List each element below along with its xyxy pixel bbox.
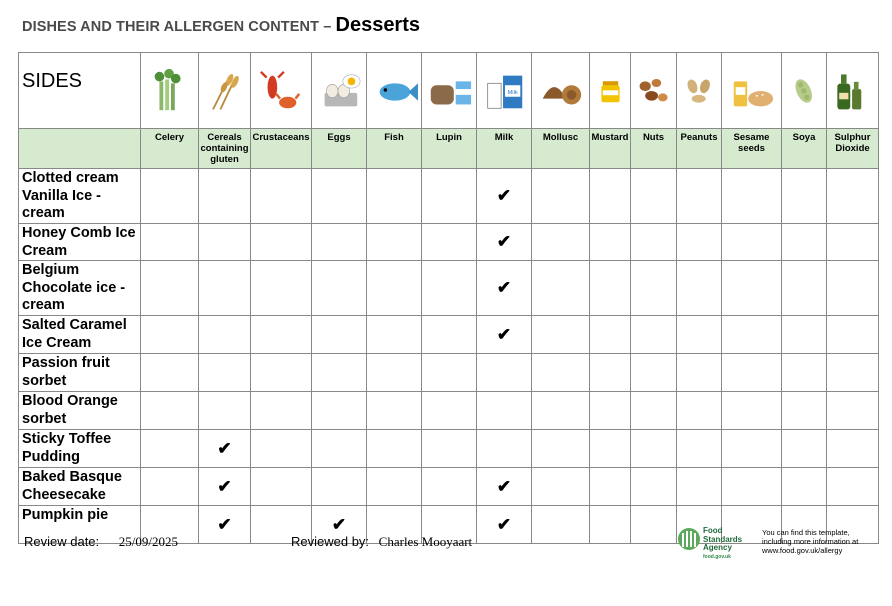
dish-name: Honey Comb Ice Cream bbox=[19, 224, 141, 261]
check-mark-icon: ✔ bbox=[217, 438, 232, 458]
info-line-2: including more information at bbox=[762, 537, 859, 546]
allergen-cell bbox=[199, 354, 251, 392]
dish-name: Salted Caramel Ice Cream bbox=[19, 316, 141, 354]
allergen-cell bbox=[422, 468, 477, 506]
corner-label: SIDES bbox=[19, 53, 141, 129]
allergen-icon-cell-mustard bbox=[590, 53, 631, 129]
allergen-cell bbox=[422, 224, 477, 261]
mustard-icon bbox=[593, 67, 628, 115]
allergen-cell bbox=[532, 169, 590, 224]
allergen-cell bbox=[827, 224, 879, 261]
allergen-cell bbox=[251, 468, 312, 506]
allergen-cell bbox=[677, 316, 722, 354]
allergen-icon-cell-celery bbox=[141, 53, 199, 129]
allergen-cell bbox=[367, 316, 422, 354]
logo-line-3: Agency bbox=[703, 543, 732, 552]
allergen-cell bbox=[312, 316, 367, 354]
allergen-icon-cell-mollusc bbox=[532, 53, 590, 129]
allergen-cell bbox=[631, 316, 677, 354]
table-row bbox=[19, 224, 879, 261]
allergen-cell bbox=[477, 506, 532, 544]
logo-line-2: Standards bbox=[703, 534, 743, 544]
title-prefix: DISHES AND THEIR ALLERGEN CONTENT – bbox=[22, 19, 336, 35]
allergen-cell bbox=[199, 224, 251, 261]
allergen-icon-cell-lupin bbox=[422, 53, 477, 129]
label-row-spacer bbox=[19, 129, 141, 169]
allergen-cell bbox=[631, 169, 677, 224]
allergen-cell bbox=[782, 430, 827, 468]
allergen-cell bbox=[631, 506, 677, 544]
milk-icon bbox=[480, 67, 528, 115]
allergen-cell bbox=[782, 392, 827, 430]
allergen-cell bbox=[312, 261, 367, 316]
allergen-cell bbox=[477, 261, 532, 316]
crustacean-icon bbox=[257, 67, 305, 115]
allergen-cell bbox=[477, 316, 532, 354]
allergen-cell bbox=[422, 430, 477, 468]
nuts-icon bbox=[634, 67, 674, 115]
allergen-cell bbox=[312, 169, 367, 224]
allergen-icon-cell-cereals-containing-gluten bbox=[199, 53, 251, 129]
table-row bbox=[19, 468, 879, 506]
celery-icon bbox=[146, 67, 194, 115]
allergen-cell bbox=[590, 316, 631, 354]
check-mark-icon: ✔ bbox=[496, 324, 512, 344]
page-title bbox=[22, 14, 420, 37]
allergen-cell bbox=[631, 261, 677, 316]
allergen-cell bbox=[590, 468, 631, 506]
mollusc-icon bbox=[537, 67, 585, 115]
allergen-cell bbox=[590, 224, 631, 261]
allergen-cell bbox=[141, 468, 199, 506]
table-row bbox=[19, 169, 879, 224]
allergen-icon-cell-milk bbox=[477, 53, 532, 129]
allergen-label-mustard: Mustard bbox=[590, 129, 631, 169]
allergen-icon-cell-sesame-seeds bbox=[722, 53, 782, 129]
allergen-cell bbox=[827, 169, 879, 224]
allergen-cell bbox=[312, 468, 367, 506]
allergen-cell bbox=[722, 468, 782, 506]
allergen-cell bbox=[827, 261, 879, 316]
allergen-cell bbox=[141, 316, 199, 354]
allergen-label-crustaceans: Crustaceans bbox=[251, 129, 312, 169]
allergen-cell bbox=[782, 224, 827, 261]
check-mark-icon: ✔ bbox=[496, 186, 512, 205]
allergen-cell bbox=[477, 430, 532, 468]
allergen-icon-cell-eggs bbox=[312, 53, 367, 129]
allergen-cell bbox=[477, 224, 532, 261]
allergen-cell bbox=[677, 430, 722, 468]
allergen-cell bbox=[367, 224, 422, 261]
allergen-cell bbox=[677, 169, 722, 224]
allergen-cell bbox=[312, 392, 367, 430]
allergen-cell bbox=[590, 392, 631, 430]
allergen-cell bbox=[422, 354, 477, 392]
dish-name: Blood Orange sorbet bbox=[19, 392, 141, 430]
allergen-cell bbox=[367, 169, 422, 224]
svg-text:Milk: Milk bbox=[507, 89, 518, 96]
allergen-cell bbox=[477, 468, 532, 506]
allergen-cell bbox=[141, 224, 199, 261]
check-mark-icon: ✔ bbox=[496, 232, 512, 251]
check-mark-icon: ✔ bbox=[217, 476, 232, 496]
allergen-cell bbox=[199, 261, 251, 316]
allergen-cell bbox=[722, 261, 782, 316]
table-row bbox=[19, 354, 879, 392]
allergen-cell bbox=[782, 261, 827, 316]
allergen-label-lupin: Lupin bbox=[422, 129, 477, 169]
table-row bbox=[19, 316, 879, 354]
allergen-cell bbox=[141, 354, 199, 392]
allergen-label-sulphur-dioxide: Sulphur Dioxide bbox=[827, 129, 879, 169]
allergen-cell bbox=[477, 169, 532, 224]
allergen-cell bbox=[312, 430, 367, 468]
allergen-cell bbox=[477, 392, 532, 430]
allergen-cell bbox=[251, 169, 312, 224]
allergen-cell bbox=[141, 392, 199, 430]
allergen-cell bbox=[312, 354, 367, 392]
allergen-cell bbox=[631, 354, 677, 392]
allergen-cell bbox=[631, 468, 677, 506]
title-main: Desserts bbox=[335, 14, 421, 36]
allergen-cell bbox=[677, 468, 722, 506]
allergen-cell bbox=[532, 392, 590, 430]
allergen-cell bbox=[631, 224, 677, 261]
allergen-cell bbox=[251, 430, 312, 468]
sulphur-dioxide-icon bbox=[830, 67, 876, 115]
allergen-label-mollusc: Mollusc bbox=[532, 129, 590, 169]
template-info bbox=[762, 528, 858, 555]
allergen-cell bbox=[532, 354, 590, 392]
allergen-cell bbox=[532, 506, 590, 544]
allergen-cell bbox=[722, 224, 782, 261]
allergen-label-nuts: Nuts bbox=[631, 129, 677, 169]
allergen-cell bbox=[251, 261, 312, 316]
allergen-cell bbox=[631, 430, 677, 468]
allergen-cell bbox=[422, 392, 477, 430]
review-date-label: Review date: bbox=[24, 534, 100, 549]
allergen-cell bbox=[782, 468, 827, 506]
allergen-cell bbox=[141, 261, 199, 316]
allergen-cell bbox=[532, 316, 590, 354]
allergen-cell bbox=[590, 506, 631, 544]
allergen-cell bbox=[631, 392, 677, 430]
allergen-cell bbox=[251, 224, 312, 261]
allergen-cell bbox=[590, 261, 631, 316]
allergen-cell bbox=[677, 354, 722, 392]
allergen-cell bbox=[722, 316, 782, 354]
fsa-logo-text bbox=[703, 527, 742, 561]
allergen-cell bbox=[827, 354, 879, 392]
allergen-cell bbox=[367, 354, 422, 392]
allergen-cell bbox=[827, 316, 879, 354]
table-row bbox=[19, 430, 879, 468]
allergen-cell bbox=[782, 354, 827, 392]
allergen-icon-cell-fish bbox=[367, 53, 422, 129]
allergen-icon-cell-crustaceans bbox=[251, 53, 312, 129]
allergen-cell bbox=[251, 316, 312, 354]
wheat-icon bbox=[202, 67, 248, 115]
allergen-cell bbox=[367, 430, 422, 468]
review-date bbox=[24, 534, 178, 550]
allergen-cell bbox=[251, 354, 312, 392]
check-mark-icon: ✔ bbox=[496, 278, 512, 297]
allergen-icon-cell-nuts bbox=[631, 53, 677, 129]
check-mark-icon: ✔ bbox=[496, 514, 512, 534]
allergen-cell bbox=[199, 468, 251, 506]
allergen-cell bbox=[312, 224, 367, 261]
dish-name: Pumpkin pie bbox=[19, 506, 141, 544]
allergen-cell bbox=[827, 430, 879, 468]
allergen-cell bbox=[532, 468, 590, 506]
allergen-label-eggs: Eggs bbox=[312, 129, 367, 169]
dish-name: Baked Basque Cheesecake bbox=[19, 468, 141, 506]
allergen-cell bbox=[422, 316, 477, 354]
allergen-cell bbox=[677, 392, 722, 430]
logo-sub: food.gov.uk bbox=[703, 553, 731, 560]
allergen-cell bbox=[422, 261, 477, 316]
allergen-cell bbox=[477, 354, 532, 392]
sesame-icon bbox=[728, 67, 776, 115]
allergen-cell bbox=[722, 169, 782, 224]
allergen-label-cereals-containing-gluten: Cereals containing gluten bbox=[199, 129, 251, 169]
reviewed-by-value: Charles Mooyaart bbox=[378, 534, 473, 549]
allergen-cell bbox=[722, 354, 782, 392]
allergen-cell bbox=[677, 224, 722, 261]
logo-line-1: Food bbox=[703, 526, 723, 535]
info-line-3: www.food.gov.uk/allergy bbox=[762, 546, 843, 555]
fish-icon bbox=[370, 67, 418, 115]
allergen-cell bbox=[367, 261, 422, 316]
dish-name: Sticky Toffee Pudding bbox=[19, 430, 141, 468]
allergen-icon-cell-peanuts bbox=[677, 53, 722, 129]
allergen-label-sesame-seeds: Sesame seeds bbox=[722, 129, 782, 169]
allergen-label-celery: Celery bbox=[141, 129, 199, 169]
allergen-icon-cell-soya bbox=[782, 53, 827, 129]
icon-row bbox=[19, 53, 879, 129]
dish-name: Belgium Chocolate ice - cream bbox=[19, 261, 141, 316]
allergen-label-row bbox=[19, 129, 879, 169]
allergen-cell bbox=[367, 392, 422, 430]
check-mark-icon: ✔ bbox=[496, 476, 512, 496]
dish-name: Clotted cream Vanilla Ice - cream bbox=[19, 169, 141, 224]
reviewed-by bbox=[291, 534, 472, 550]
allergen-label-peanuts: Peanuts bbox=[677, 129, 722, 169]
table-row bbox=[19, 392, 879, 430]
allergen-cell bbox=[722, 392, 782, 430]
allergen-cell bbox=[722, 430, 782, 468]
eggs-icon bbox=[315, 67, 363, 115]
allergen-label-fish: Fish bbox=[367, 129, 422, 169]
allergen-cell bbox=[827, 392, 879, 430]
allergen-cell bbox=[827, 468, 879, 506]
soya-icon bbox=[785, 67, 824, 115]
allergen-table bbox=[18, 52, 879, 544]
check-mark-icon: ✔ bbox=[331, 514, 347, 534]
allergen-cell bbox=[782, 316, 827, 354]
allergen-cell bbox=[782, 169, 827, 224]
allergen-cell bbox=[422, 169, 477, 224]
allergen-cell bbox=[590, 354, 631, 392]
allergen-cell bbox=[532, 430, 590, 468]
review-date-value: 25/09/2025 bbox=[118, 534, 179, 549]
allergen-cell bbox=[141, 169, 199, 224]
table-row bbox=[19, 261, 879, 316]
allergen-cell bbox=[141, 430, 199, 468]
allergen-cell bbox=[199, 169, 251, 224]
check-mark-icon: ✔ bbox=[217, 514, 232, 534]
allergen-cell bbox=[532, 261, 590, 316]
allergen-cell bbox=[590, 169, 631, 224]
allergen-cell bbox=[199, 392, 251, 430]
allergen-cell bbox=[199, 316, 251, 354]
allergen-cell bbox=[677, 261, 722, 316]
allergen-cell bbox=[199, 430, 251, 468]
allergen-cell bbox=[590, 430, 631, 468]
peanuts-icon bbox=[680, 67, 719, 115]
allergen-label-soya: Soya bbox=[782, 129, 827, 169]
allergen-icon-cell-sulphur-dioxide bbox=[827, 53, 879, 129]
lupin-icon bbox=[425, 67, 473, 115]
allergen-cell bbox=[199, 506, 251, 544]
allergen-cell bbox=[532, 224, 590, 261]
allergen-cell bbox=[251, 392, 312, 430]
allergen-label-milk: Milk bbox=[477, 129, 532, 169]
reviewed-by-label: Reviewed by: bbox=[291, 534, 370, 549]
info-line-1: You can find this template, bbox=[762, 528, 850, 537]
dish-name: Passion fruit sorbet bbox=[19, 354, 141, 392]
allergen-cell bbox=[367, 468, 422, 506]
